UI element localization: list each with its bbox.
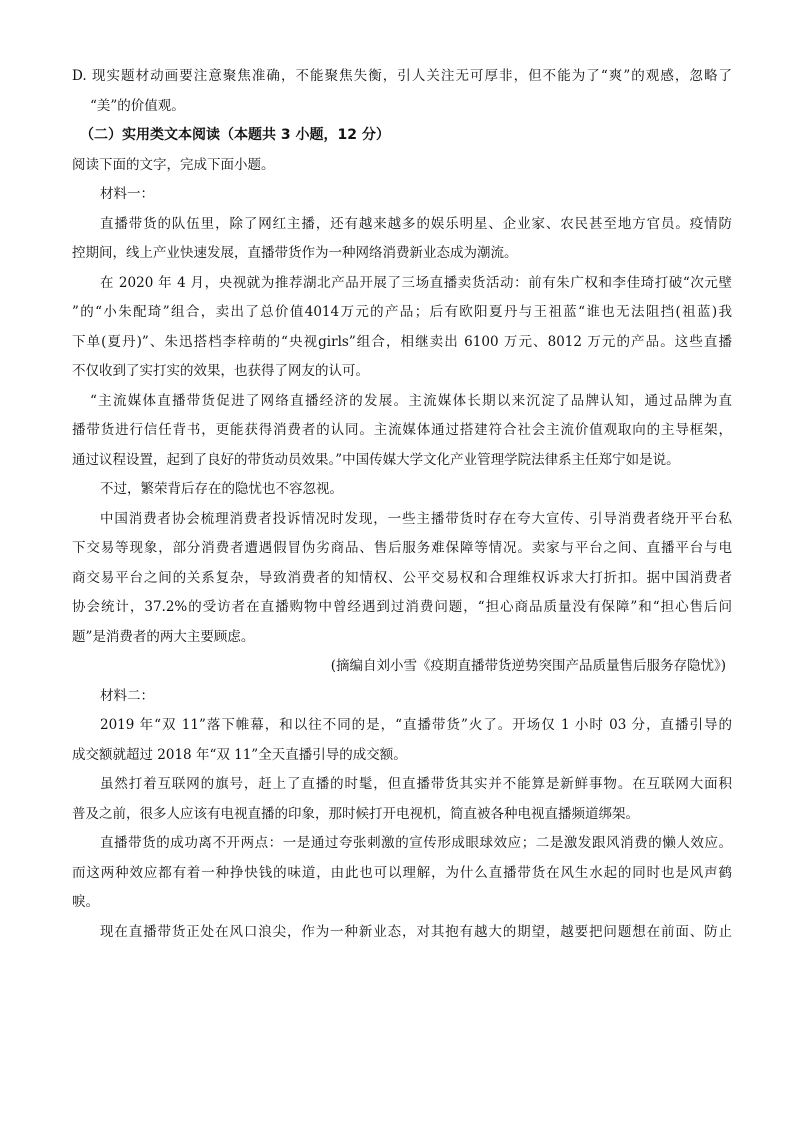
paragraph-line: 直播带货的队伍里，除了网红主播，还有越来越多的娱乐明星、企业家、农民甚至地方官员。疫情防 — [100, 215, 732, 232]
material2-paragraph-1 — [72, 711, 732, 770]
section-title: （二）实用类文本阅读（本题共 3 小题，12 分） — [80, 127, 390, 143]
material2-paragraph-4 — [72, 918, 732, 948]
material1-source: (摘编自刘小雪《疫期直播带货逆势突围产品质量售后服务存隐忧》) — [330, 658, 726, 674]
material1-label: 材料一： — [100, 186, 154, 202]
paragraph-line: 协会统计，37.2%的受访者在直播购物中曾经遇到过消费问题，“担心商品质量没有保障”和“担心售后问 — [72, 599, 732, 615]
paragraph-line: 现在直播带货正处在风口浪尖，作为一种新业态，对其抱有越大的期望，越要把问题想在前面、防止 — [100, 923, 732, 940]
paragraph-line: ”的“小朱配琦”组合，卖出了总价值4014万元的产品；后有欧阳夏丹与王祖蓝“谁也无法阻挡(祖蓝)我 — [72, 304, 732, 320]
paragraph-line: 在 2020 年 4 月，央视就为推荐湖北产品开展了三场直播卖货活动：前有朱广权和李佳琦打破“次元壁 — [100, 274, 732, 291]
paragraph-line: 播带货进行信任背书，更能获得消费者的认同。主流媒体通过搭建符合社会主流价值观取向的主导框架， — [72, 422, 732, 438]
document-page — [72, 62, 732, 947]
paragraph-line: 中国消费者协会梳理消费者投诉情况时发现，一些主播带货时存在夸大宣传、引导消费者绕开平台私 — [100, 510, 732, 527]
paragraph-line: 2019 年“双 11”落下帷幕，和以往不同的是，“直播带货”火了。开场仅 1 小时 03 分，直播引导的 — [100, 717, 732, 733]
paragraph-line: “主流媒体直播带货促进了网络直播经济的发展。主流媒体长期以来沉淀了品牌认知，通过品牌为直 — [90, 392, 732, 409]
paragraph-line: 虽然打着互联网的旗号，赶上了直播的时髦，但直播带货其实并不能算是新鲜事物。在互联网大面积 — [100, 776, 732, 792]
material1-paragraph-3 — [72, 387, 732, 476]
option-d-line-2: “美”的价值观。 — [90, 97, 185, 114]
material1-paragraph-5 — [72, 505, 732, 653]
material1-paragraph-1 — [72, 210, 732, 269]
paragraph-line: 不过，繁荣背后存在的隐忧也不容忽视。 — [100, 481, 343, 497]
paragraph-line: 下交易等现象，部分消费者遭遇假冒伪劣商品、售后服务难保障等情况。卖家与平台之间、直播平台与电 — [72, 540, 732, 556]
option-d-line-1: D. 现实题材动画要注意聚焦准确，不能聚焦失衡，引人关注无可厚非，但不能为了“爽”的观感，忽略了 — [72, 68, 732, 84]
paragraph-line: 题”是消费者的两大主要顾虑。 — [72, 628, 255, 645]
paragraph-line: 通过议程设置，起到了良好的带货动员效果。”中国传媒大学文化产业管理学院法律系主任郑宁如是说。 — [72, 451, 680, 468]
paragraph-line: 下单(夏丹)”、朱迅搭档李梓萌的“央视girls”组合，相继卖出 6100 万元、8012 万元的产品。这些直播 — [72, 333, 732, 350]
material1-paragraph-4 — [72, 475, 732, 505]
paragraph-line: 普及之前，很多人应该有电视直播的印象，那时候打开电视机，简直被各种电视直播频道绑架。 — [72, 805, 639, 822]
material2-paragraph-3 — [72, 829, 732, 918]
material1-paragraph-2 — [72, 269, 732, 387]
paragraph-line: 而这两种效应都有着一种挣快钱的味道，由此也可以理解，为什么直播带货在风生水起的同时也是风声鹤 — [72, 864, 732, 881]
paragraph-line: 商交易平台之间的关系复杂，导致消费者的知情权、公平交易权和合理维权诉求大打折扣。据中国消费者 — [72, 569, 732, 586]
material2-label: 材料二： — [100, 687, 154, 704]
material2-paragraph-2 — [72, 770, 732, 829]
section-instruction: 阅读下面的文字，完成下面小题。 — [72, 156, 275, 173]
paragraph-line: 唳。 — [72, 894, 99, 910]
paragraph-line: 成交额就超过 2018 年“双 11”全天直播引导的成交额。 — [72, 746, 407, 763]
paragraph-line: 控期间，线上产业快速发展，直播带货作为一种网络消费新业态成为潮流。 — [72, 245, 518, 261]
paragraph-line: 不仅收到了实打实的效果，也获得了网友的认可。 — [72, 363, 369, 379]
paragraph-line: 直播带货的成功离不开两点：一是通过夸张刺激的宣传形成眼球效应；二是激发跟风消费的懒人效应。 — [100, 835, 732, 851]
